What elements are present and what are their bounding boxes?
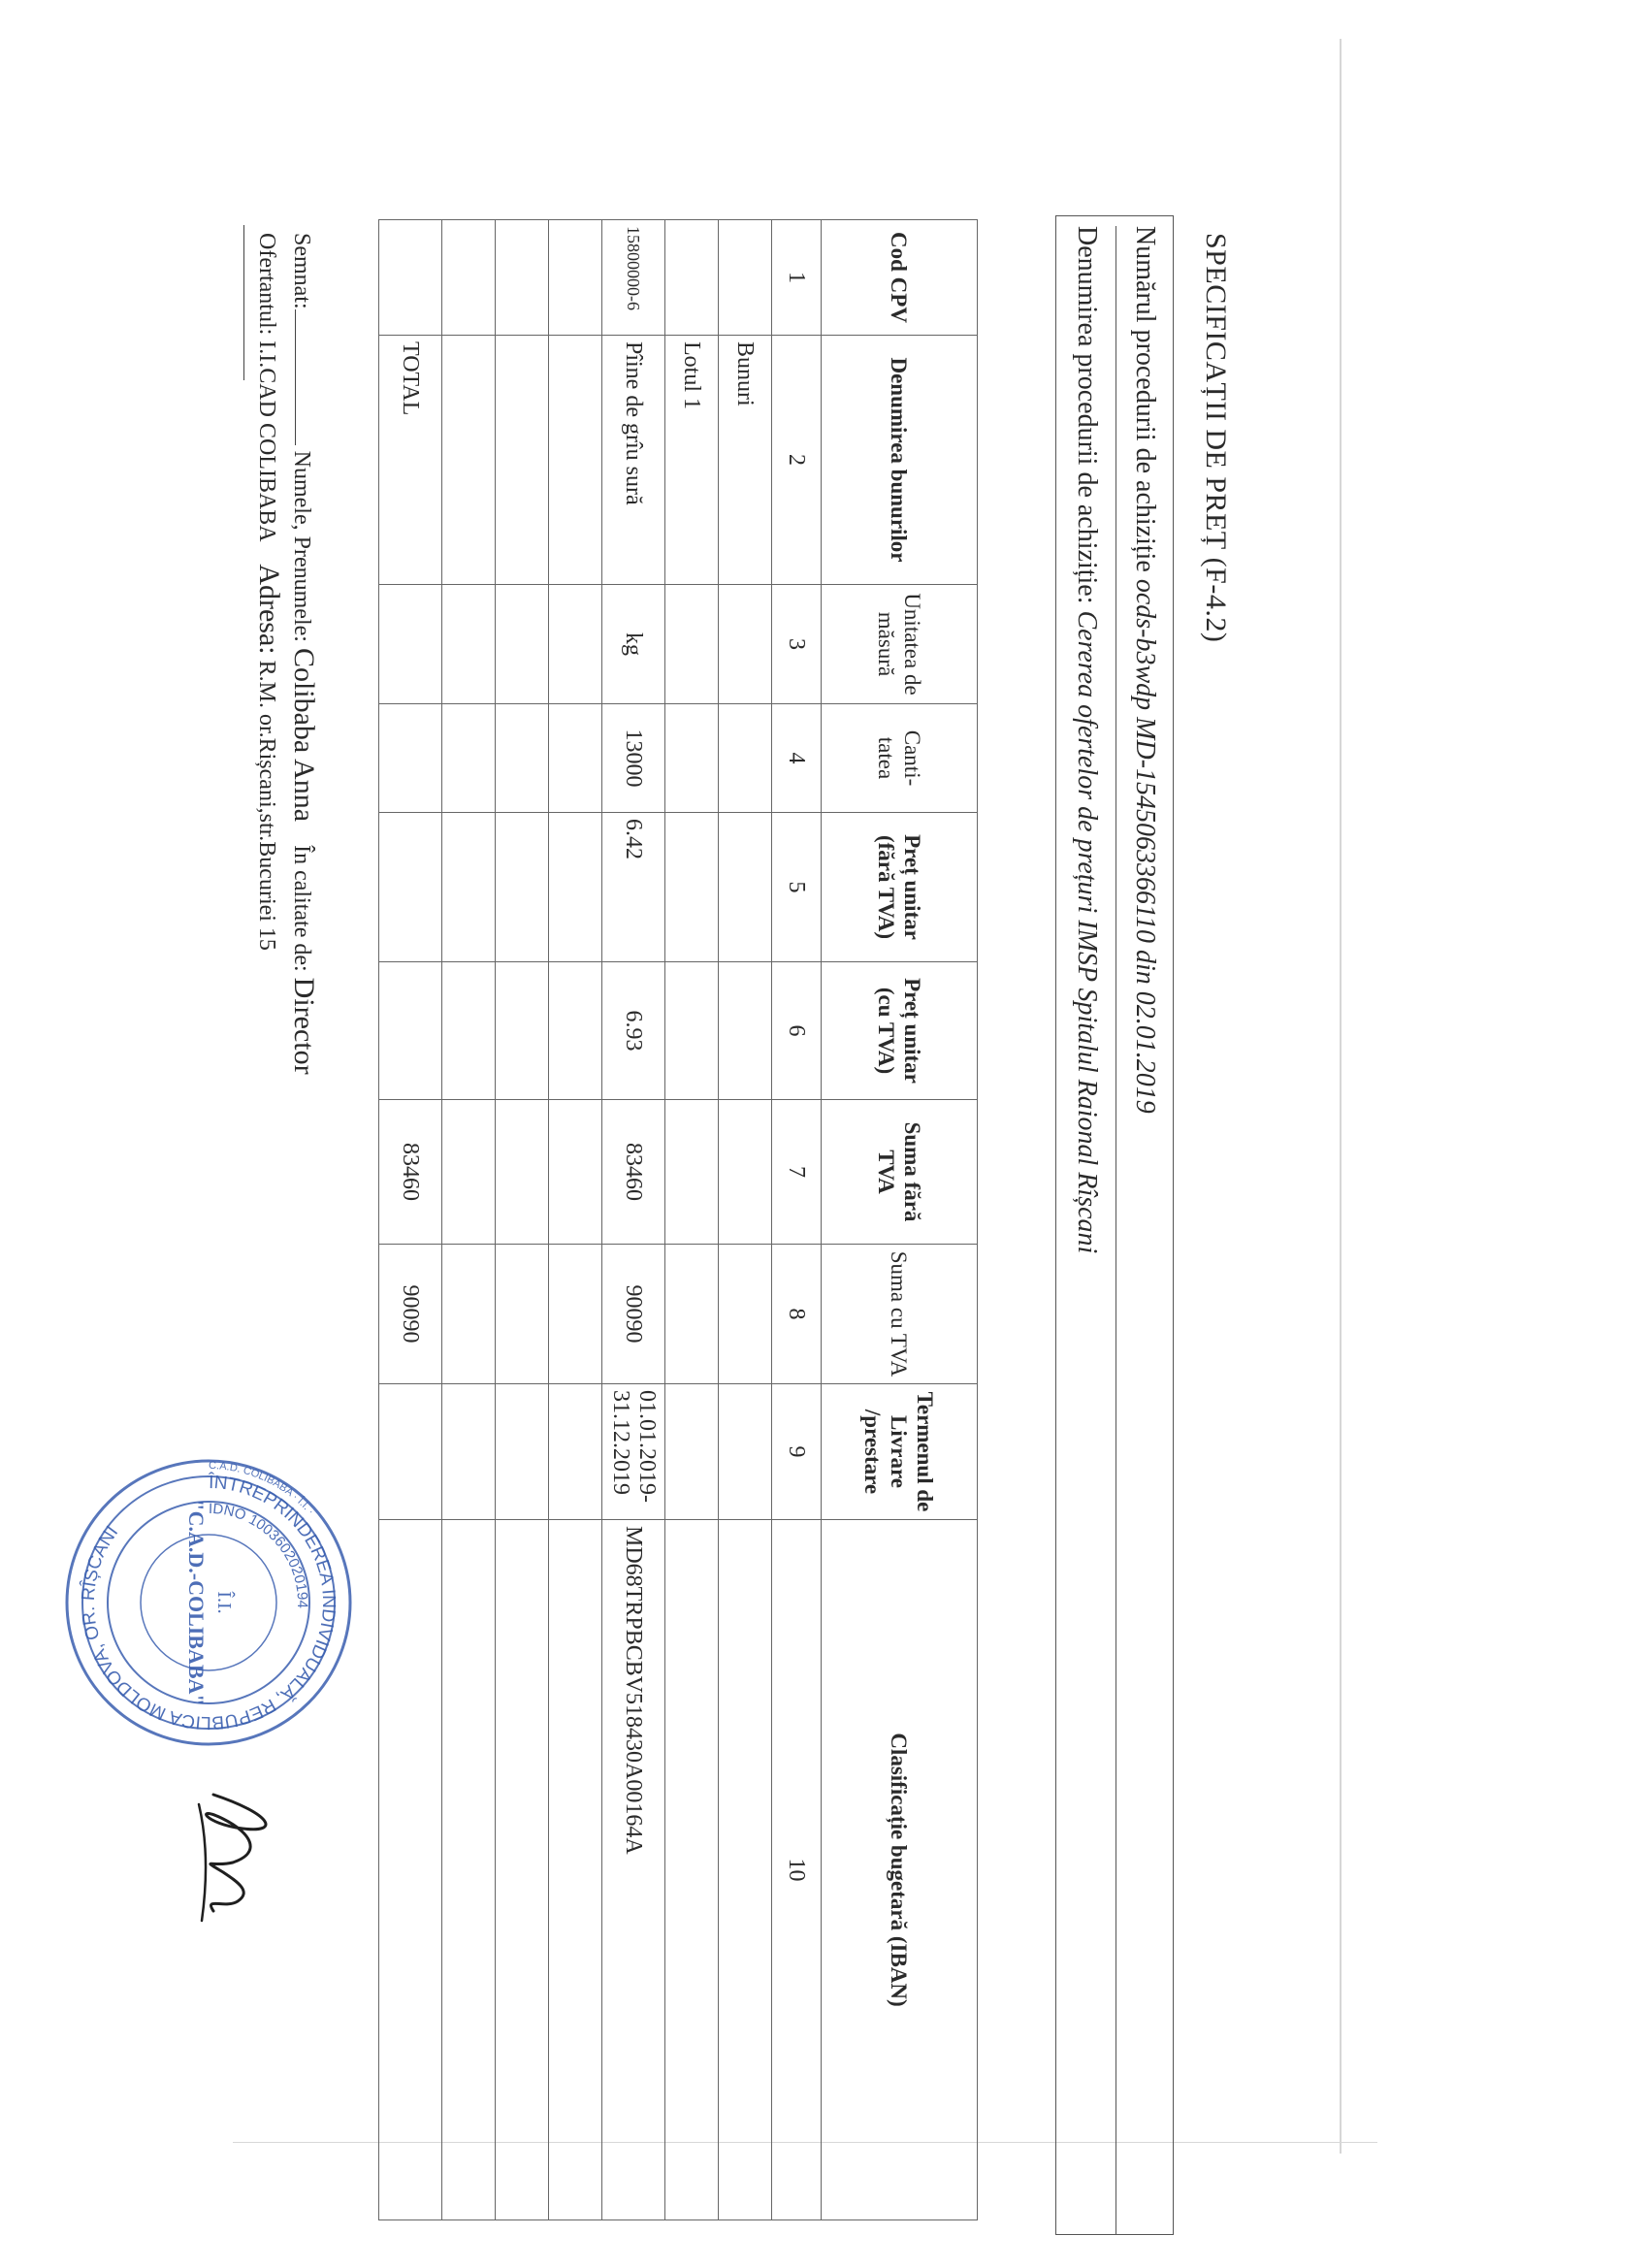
stamp-idno: IDNO 1003602020194 [208,1500,311,1609]
item-quantity: 13000 [602,704,665,813]
total-sum-no-vat: 83460 [379,1100,442,1245]
column-number: 8 [772,1245,822,1384]
header-cell: Suma fără TVA [822,1100,978,1245]
column-number: 10 [772,1520,822,2220]
total-label: TOTAL [379,336,442,585]
item-unit: kg [602,585,665,704]
item-sum-no-vat: 83460 [602,1100,665,1245]
item-cpv: 15800000-6 [602,220,665,336]
item-unit-price-vat: 6.93 [602,962,665,1100]
stamp-ring-text: C.A.D. COLIBABA · Î.I. · [208,1459,317,1518]
procedure-info-box [1055,215,1174,2235]
signature-rule [243,225,244,380]
company-stamp [63,1457,354,1748]
empty-row [549,220,602,2220]
lot-row [665,220,719,2220]
header-cell: Suma cu TVA [822,1245,978,1384]
section-row [719,220,772,2220]
procedure-name-value: Cererea ofertelor de prețuri IMSP Spitalul Raional Rîșcani [1072,610,1102,1254]
column-number: 2 [772,336,822,585]
empty-row [442,220,496,2220]
column-number: 1 [772,220,822,336]
column-number: 5 [772,813,822,962]
price-specification-table [378,219,978,2220]
header-cell: Denumirea bunurilor [822,336,978,585]
column-number-row [772,220,822,2220]
column-number: 4 [772,704,822,813]
address-value: R.M. or.Rișcani,str.Bucuriei 15 [254,660,279,951]
bidder-label: Ofertantul: [254,233,279,336]
procedure-number-label: Numărul procedurii de achiziție [1130,226,1160,572]
signature-blank [295,309,319,445]
header-cell: Preț unitar (fără TVA) [822,813,978,962]
item-iban: MD68TRPBCBV518430A00164A [602,1520,665,2220]
item-unit-price-no-vat: 6.42 [602,813,665,962]
handwritten-signature [175,1775,291,1930]
signed-label: Semnat: [289,233,314,309]
column-number: 9 [772,1384,822,1520]
lot-label: Lotul 1 [665,336,719,585]
item-sum-vat: 90090 [602,1245,665,1384]
header-cell: Canti-tatea [822,704,978,813]
total-sum-vat: 90090 [379,1245,442,1384]
bidder-value: I.I.CAD COLIBABA [254,340,279,541]
signature-block [250,233,320,1075]
column-number: 6 [772,962,822,1100]
stamp-outer-text: ÎNTREPRINDEREA INDIVIDUALĂ, REPUBLICA MOLDOVA, OR. RÎȘCANI [78,1472,340,1733]
signature-line-1 [285,233,320,1075]
role-value: Director [288,977,320,1075]
name-label: Numele, Prenumele: [289,450,314,642]
role-label: În calitate de: [289,845,314,972]
header-cell: Preț unitar (cu TVA) [822,962,978,1100]
total-row [379,220,442,2220]
procedure-name-label: Denumirea procedurii de achiziție: [1072,226,1102,604]
procedure-number-value: ocds-b3wdp MD-1545063366110 din 02.01.2019 [1130,578,1160,1114]
item-delivery-term: 01.01.2019-31.12.2019 [602,1384,665,1520]
stamp-center-line2: "C.A.D.-COLIBABA" [184,1499,209,1706]
name-value: Colibaba Anna [288,647,320,823]
header-cell: Cod CPV [822,220,978,336]
procedure-name-line [1058,226,1115,1253]
header-row [822,220,978,2220]
address-label: Adresa: [253,564,285,655]
header-cell: Termenul de Livrare /prestare [822,1384,978,1520]
column-number: 3 [772,585,822,704]
header-cell: Clasificație bugetară (IBAN) [822,1520,978,2220]
signature-line-2 [250,233,285,1075]
section-label: Bunuri [719,336,772,585]
item-name: Pîine de grîu sură [602,336,665,585]
column-number: 7 [772,1100,822,1245]
header-cell: Unitatea de măsură [822,585,978,704]
procedure-number-line [1116,226,1173,2234]
table-row [602,220,665,2220]
empty-row [496,220,549,2220]
stamp-center-line1: Î.I. [213,1591,235,1614]
document-title: SPECIFICAȚII DE PREȚ (F-4.2) [1200,233,1232,643]
